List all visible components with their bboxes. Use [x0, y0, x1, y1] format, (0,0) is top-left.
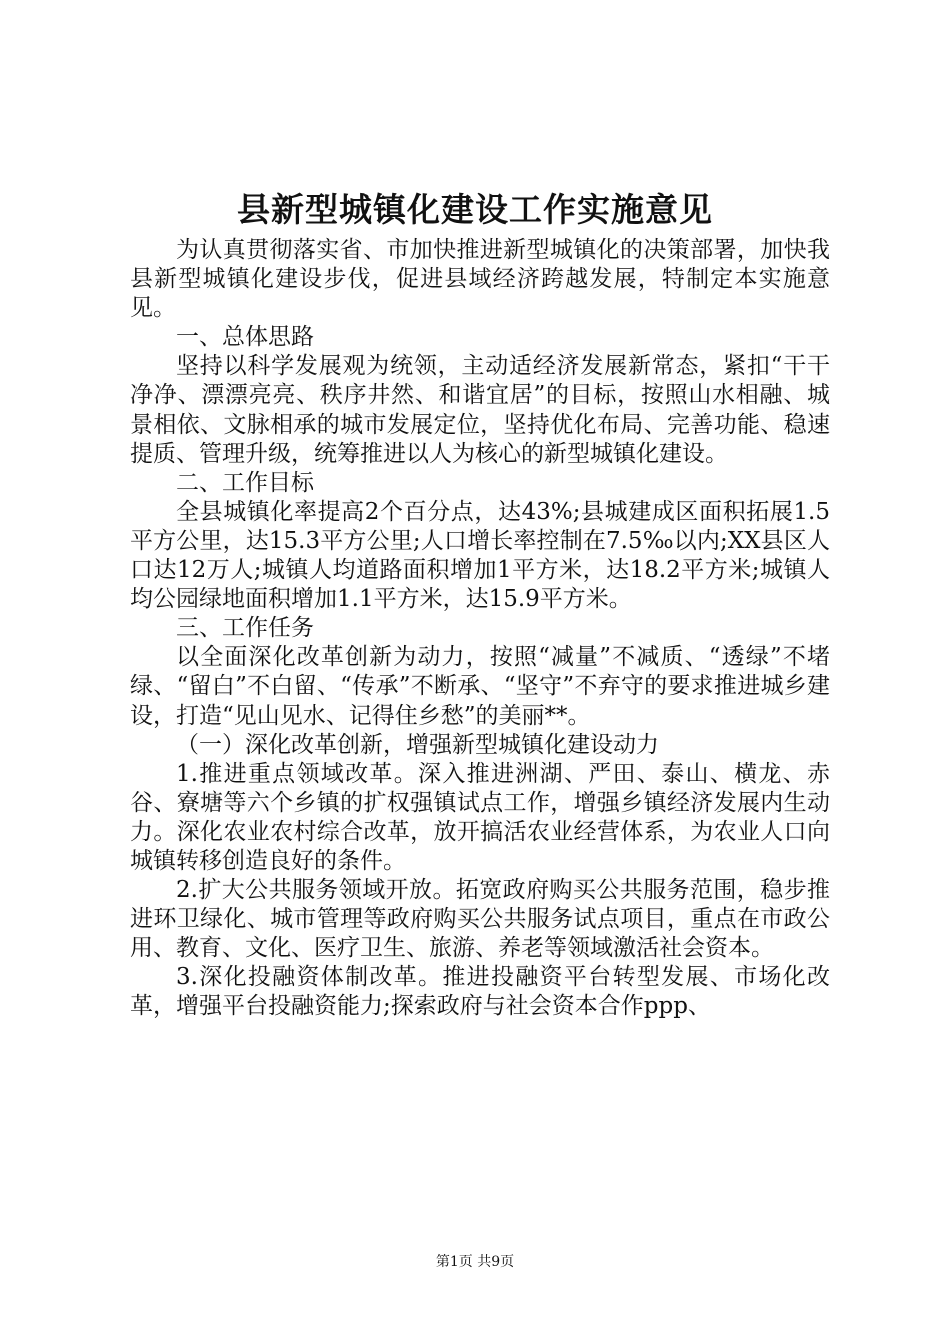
list-item: 3.深化投融资体制改革。推进投融资平台转型发展、市场化改革，增强平台投融资能力;探索政府与社会资本合作ppp、: [130, 964, 830, 1020]
body-paragraph: 全县城镇化率提高2个百分点，达43%;县城建成区面积拓展1.5平方公里，达15.3平方公里;人口增长率控制在7.5‰以内;XX县区人口达12万人;城镇人均道路面积增加1平方米，达18.2平方米;城镇人均公园绿地面积增加1.1平方米，达15.9平方米。: [130, 498, 830, 613]
page-number-footer: 第1页 共9页: [435, 1254, 515, 1270]
section-heading: 一、总体思路: [176, 324, 314, 351]
list-item: 1.推进重点领域改革。深入推进洲湖、严田、泰山、横龙、赤谷、寮塘等六个乡镇的扩权强镇试点工作，增强乡镇经济发展内生动力。深化农业农村综合改革，放开搞活农业经营体系，为农业人口向城镇转移创造良好的条件。: [130, 760, 830, 874]
document-title: 县新型城镇化建设工作实施意见: [237, 190, 713, 229]
section-heading: 三、工作任务: [176, 615, 314, 642]
subsection-heading: （一）深化改革创新，增强新型城镇化建设动力: [176, 731, 659, 758]
list-item: 2.扩大公共服务领域开放。拓宽政府购买公共服务范围，稳步推进环卫绿化、城市管理等政府购买公共服务试点项目，重点在市政公用、教育、文化、医疗卫生、旅游、养老等领域激活社会资本。: [130, 877, 830, 962]
body-paragraph: 坚持以科学发展观为统领，主动适经济发展新常态，紧扣“干干净净、漂漂亮亮、秩序井然、和谐宜居”的目标，按照山水相融、城景相依、文脉相承的城市发展定位，坚持优化布局、完善功能、稳速提质、管理升级，统筹推进以人为核心的新型城镇化建设。: [130, 353, 830, 467]
section-heading: 二、工作目标: [176, 469, 314, 496]
document-body: [130, 236, 830, 1022]
intro-paragraph: 为认真贯彻落实省、市加快推进新型城镇化的决策部署，加快我县新型城镇化建设步伐，促进县域经济跨越发展，特制定本实施意见。: [130, 237, 830, 322]
body-paragraph: 以全面深化改革创新为动力，按照“减量”不减质、“透绿”不堵绿、“留白”不白留、“传承”不断承、“坚守”不弃守的要求推进城乡建设，打造“见山见水、记得住乡愁”的美丽**。: [130, 644, 830, 729]
